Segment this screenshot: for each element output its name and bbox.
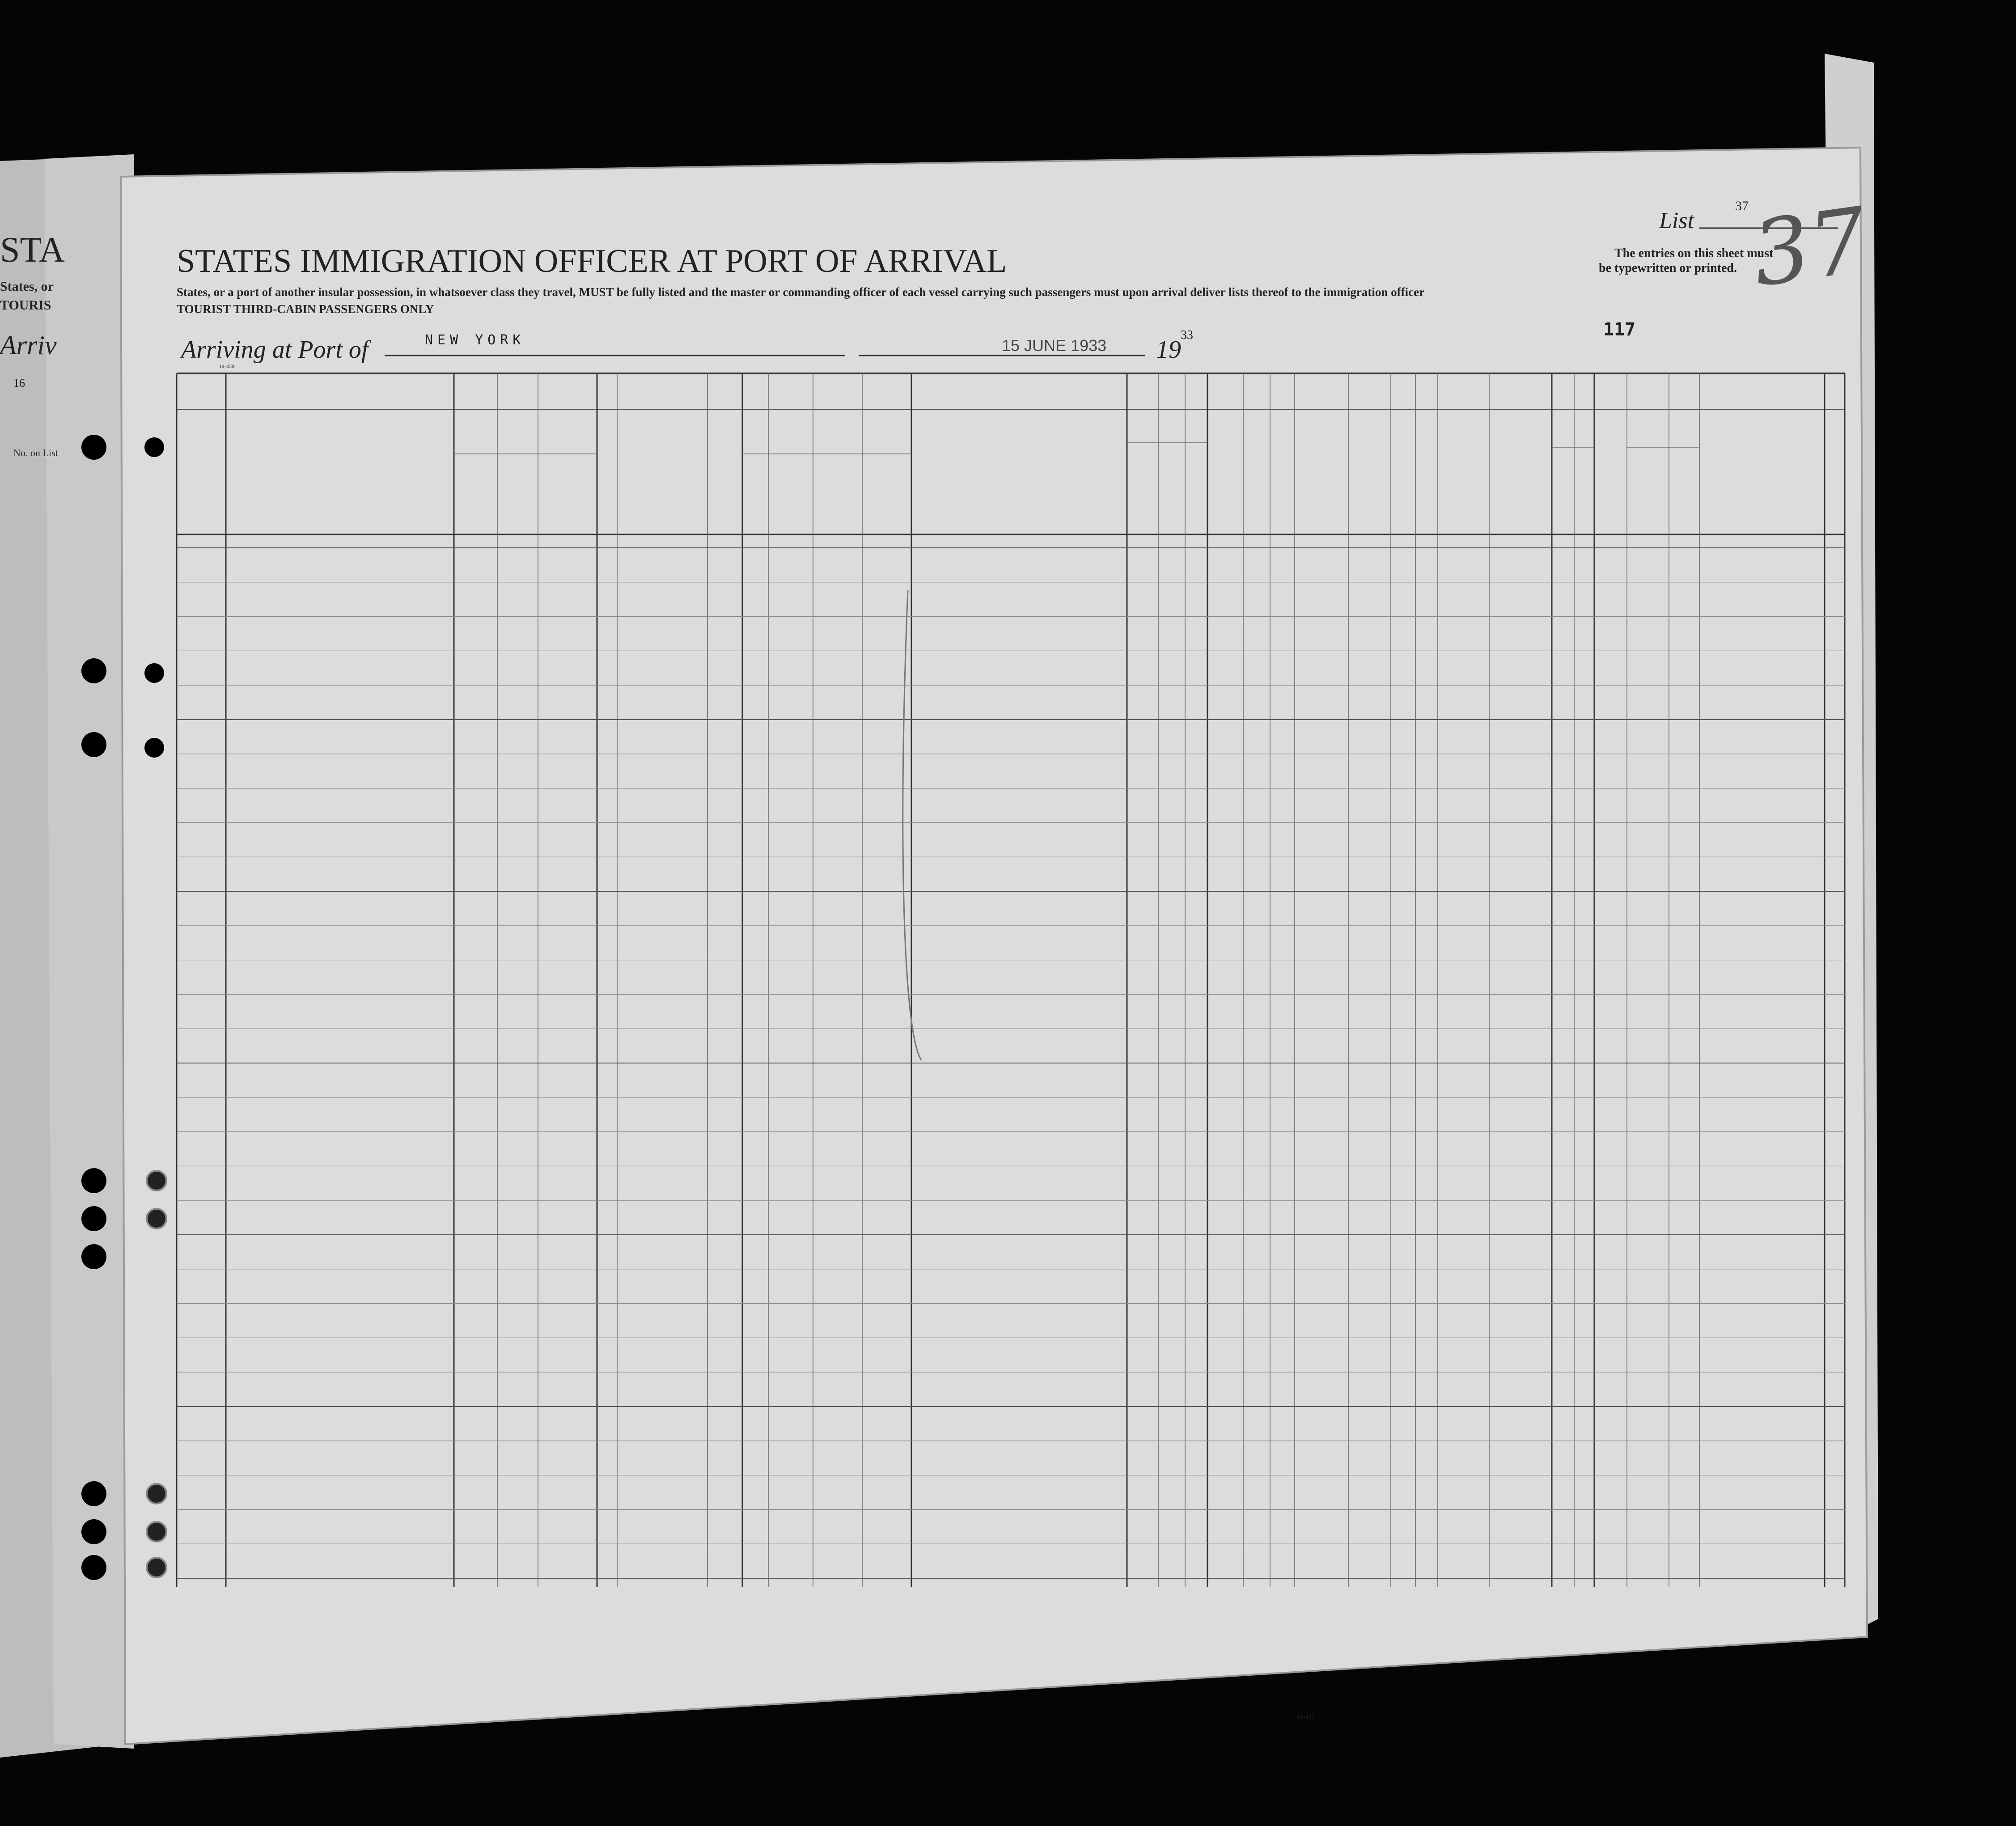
year-prefix: 19: [1156, 336, 1181, 364]
port-name: NEW YORK: [425, 332, 525, 348]
list-number-handwritten: 37: [1746, 188, 1874, 307]
form-code-bottom: 14-430: [1297, 1714, 1315, 1720]
binder-hole: [81, 732, 106, 757]
binder-hole: [81, 658, 106, 683]
binder-hole: [147, 1558, 166, 1577]
form-subtitle-line2: TOURIST THIRD-CABIN PASSENGERS ONLY: [177, 302, 434, 316]
main-page: [121, 148, 1867, 1744]
binder-hole: [144, 437, 164, 457]
binder-hole: [81, 1555, 106, 1580]
binder-hole: [147, 1484, 166, 1504]
binder-hole: [147, 1209, 166, 1229]
left-page-col-number: 16: [13, 377, 25, 390]
binder-hole: [81, 435, 106, 460]
binder-hole: [81, 1244, 106, 1269]
binder-hole: [147, 1171, 166, 1191]
arriving-label: Arriving at Port of: [181, 336, 368, 364]
list-label: List: [1659, 208, 1694, 233]
binder-hole: [144, 738, 164, 758]
typewritten-note-1: The entries on this sheet must: [1614, 246, 1774, 260]
form-subtitle-line1: States, or a port of another insular possession, in whatsoever class they travel, MUST be fully listed and the master or commanding officer of each vessel carrying such passengers must upon arrival deliver lists thereof to the immigration officer: [177, 285, 1425, 299]
left-page-title: STA: [0, 230, 65, 270]
binder-hole: [147, 1522, 166, 1542]
left-page-line2: TOURIS: [0, 298, 51, 313]
year-suffix: 33: [1181, 328, 1193, 342]
binder-hole: [81, 1519, 106, 1544]
binder-hole: [81, 1206, 106, 1231]
left-page-arriving: Arriv: [0, 330, 57, 360]
binder-hole: [81, 1168, 106, 1193]
page-number: 117: [1603, 319, 1636, 340]
binder-hole: [81, 1481, 106, 1506]
date-stamp: 15 JUNE 1933: [1002, 336, 1107, 355]
left-page-col-header: No. on List: [13, 447, 58, 458]
form-title: STATES IMMIGRATION OFFICER AT PORT OF ARRIVAL: [177, 243, 1007, 280]
binder-hole: [144, 663, 164, 683]
form-code-top: 14-430: [219, 363, 234, 369]
list-number-small: 37: [1735, 199, 1749, 213]
typewritten-note-2: be typewritten or printed.: [1599, 261, 1737, 275]
left-page-line1: States, or: [0, 279, 54, 294]
